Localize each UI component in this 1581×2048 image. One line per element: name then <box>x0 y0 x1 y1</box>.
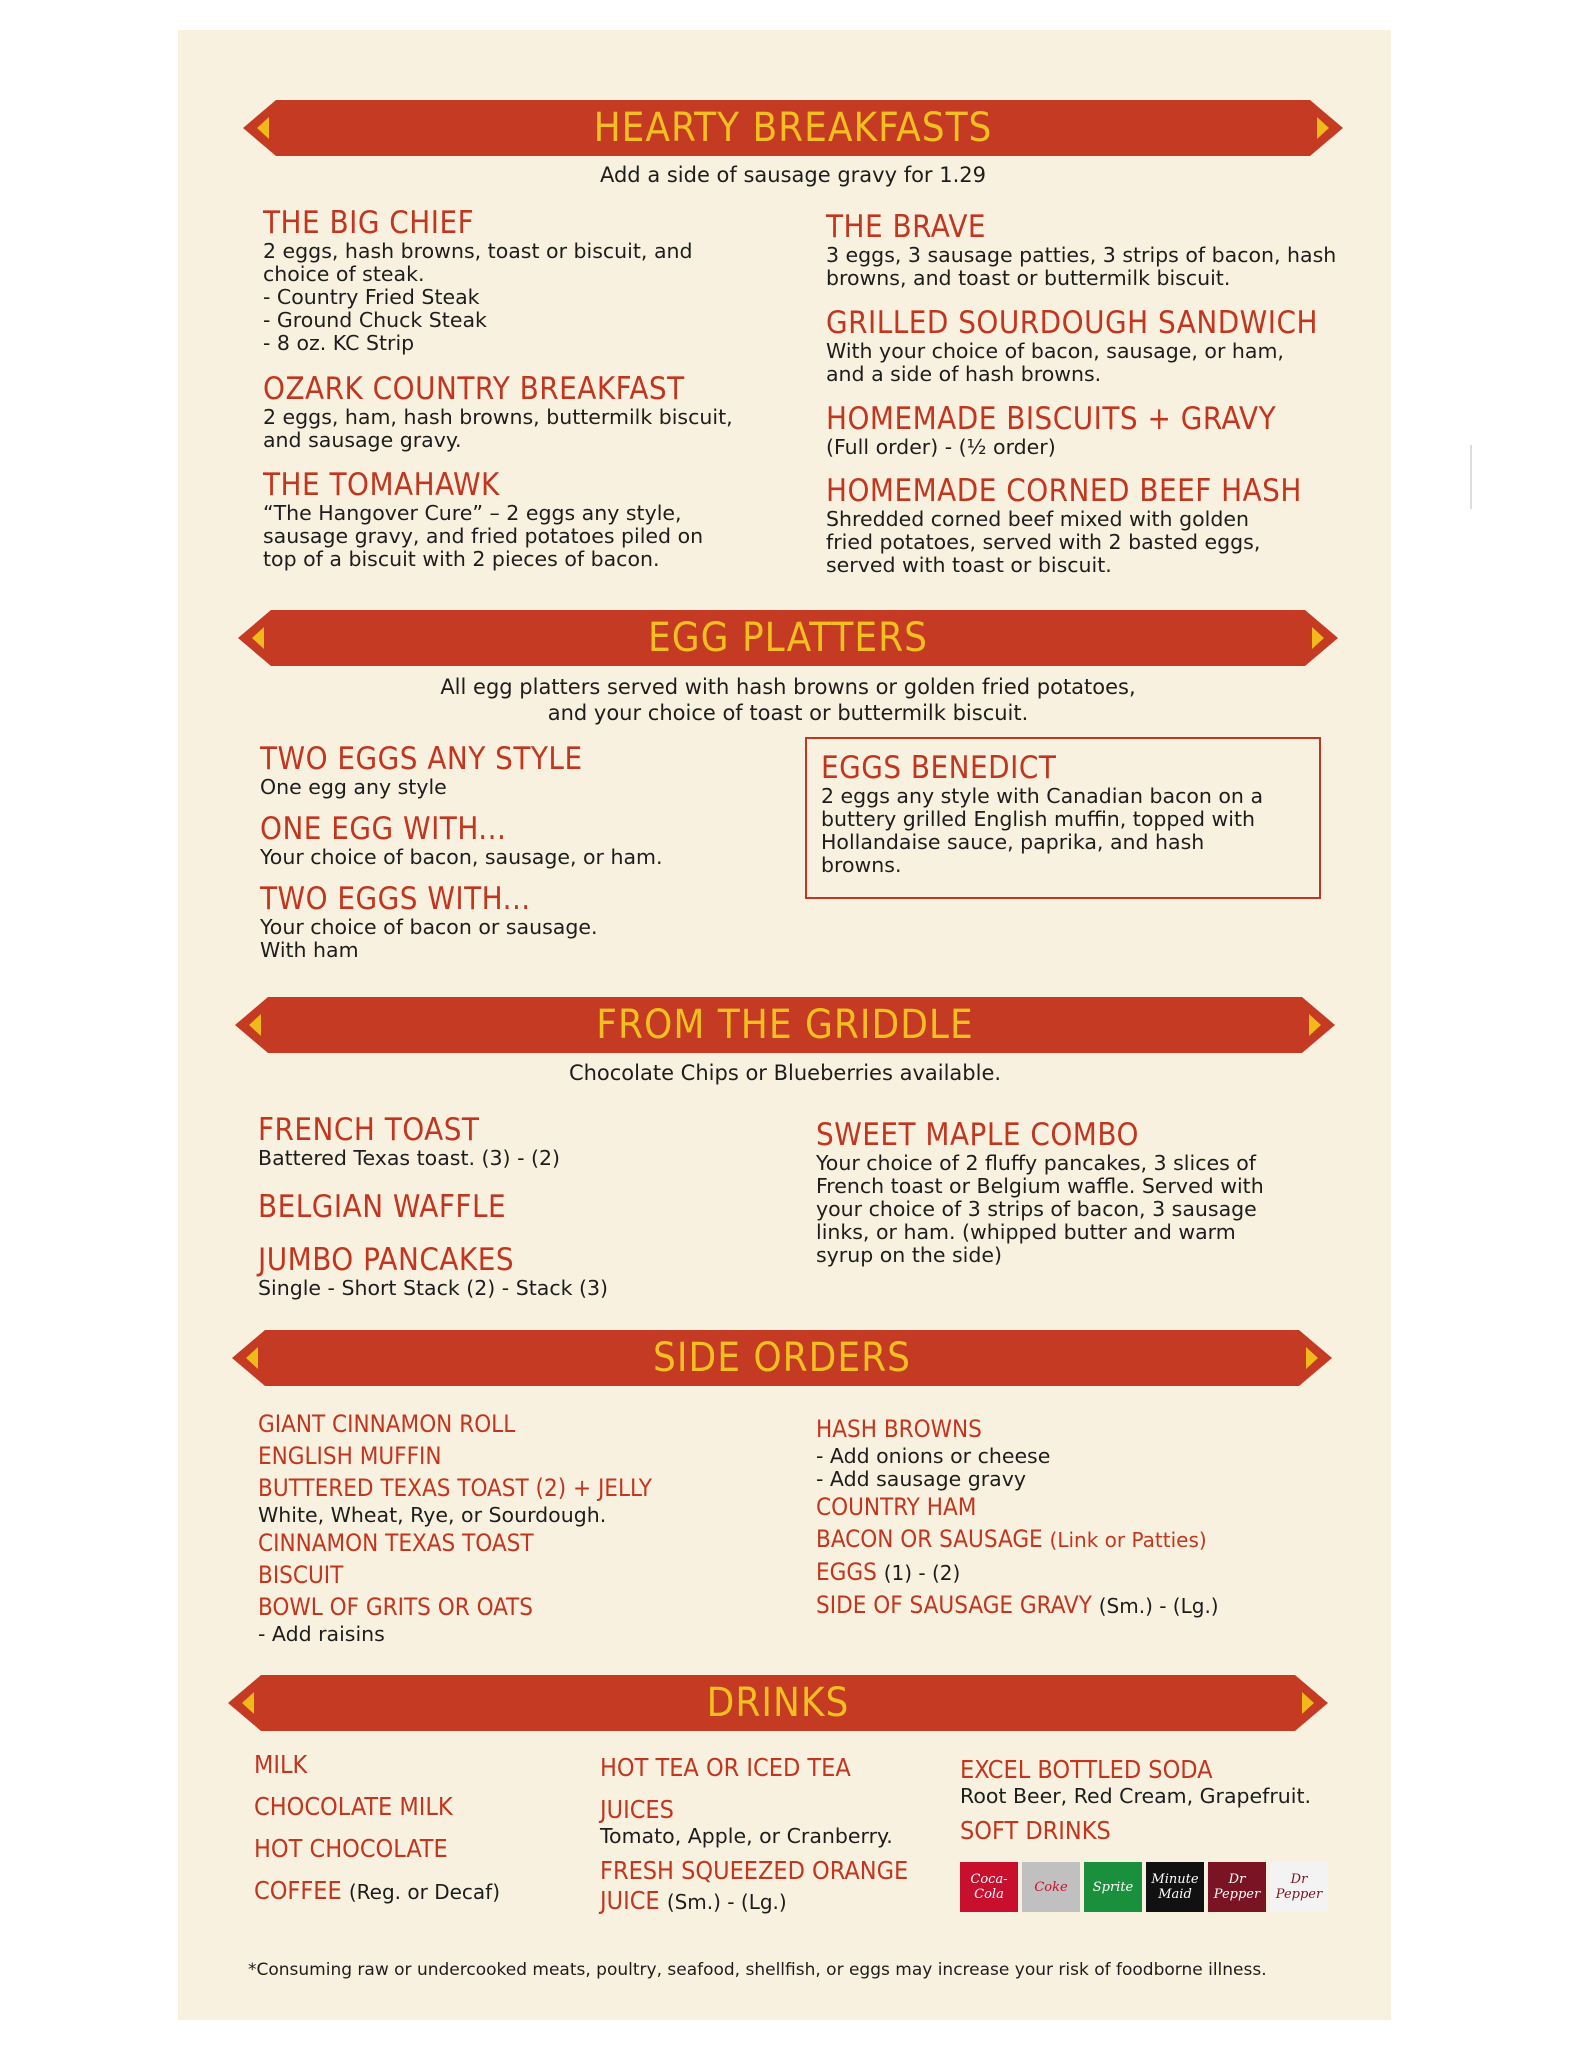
item-title: THE BIG CHIEF <box>263 205 475 241</box>
side-item-english-muffin: ENGLISH MUFFIN <box>258 1442 442 1470</box>
item-title: JUMBO PANCAKES <box>258 1242 515 1278</box>
menu-item-corned-beef-hash <box>826 474 1346 577</box>
item-title: ONE EGG WITH... <box>260 811 507 847</box>
item-desc-line: browns, and toast or buttermilk biscuit. <box>826 266 1231 290</box>
item-desc-line: your choice of 3 strips of bacon, 3 sausage <box>816 1197 1257 1221</box>
item-desc-line: Single - Short Stack (2) - Stack (3) <box>258 1276 609 1300</box>
logo-text: Sprite <box>1092 1879 1134 1895</box>
item-desc-line: French toast or Belgium waffle. Served with <box>816 1174 1264 1198</box>
section-note: Chocolate Chips or Blueberries available. <box>568 1061 1002 1085</box>
item-title: THE BRAVE <box>826 209 987 245</box>
side-item-title: BACON OR SAUSAGE <box>816 1525 1043 1553</box>
section-title: EGG PLATTERS <box>648 615 928 661</box>
banner-from-the-griddle <box>235 997 1335 1053</box>
diet-dr-pepper-logo-icon <box>1270 1862 1328 1912</box>
coca-cola-logo-icon <box>960 1862 1018 1912</box>
side-item-desc: White, Wheat, Rye, or Sourdough. <box>258 1503 607 1527</box>
item-desc-line: Your choice of 2 fluffy pancakes, 3 slices of <box>816 1151 1257 1175</box>
item-desc-line: - Ground Chuck Steak <box>263 308 487 332</box>
item-title: GRILLED SOURDOUGH SANDWICH <box>826 305 1318 341</box>
side-item-title: SIDE OF SAUSAGE GRAVY <box>816 1591 1092 1619</box>
item-desc-line: One egg any style <box>260 775 447 799</box>
logo-text: Dr Pepper <box>1275 1872 1323 1902</box>
item-desc-line: choice of steak. <box>263 262 425 286</box>
drink-item-juices: JUICES <box>600 1795 674 1824</box>
section-title: DRINKS <box>706 1680 850 1726</box>
item-desc-line: 2 eggs, hash browns, toast or biscuit, and <box>263 239 693 263</box>
drink-item-desc: Tomato, Apple, or Cranberry. <box>600 1824 893 1848</box>
note-line: All egg platters served with hash browns or golden fried potatoes, <box>440 675 1136 699</box>
featured-box-eggs-benedict <box>805 737 1321 899</box>
logo-text: Coca-Cola <box>970 1872 1008 1902</box>
item-desc-line: browns. <box>821 853 902 877</box>
item-title: TWO EGGS ANY STYLE <box>260 741 583 777</box>
menu-item-french-toast <box>258 1113 758 1170</box>
item-title: SWEET MAPLE COMBO <box>816 1117 1139 1153</box>
side-orders-left-column <box>258 1408 778 1646</box>
logo-text: Minute Maid <box>1151 1872 1199 1902</box>
side-item-eggs <box>816 1556 1336 1589</box>
coke-logo-icon <box>1022 1862 1080 1912</box>
drink-title: COFFEE <box>254 1876 342 1905</box>
item-desc-line: and a side of hash browns. <box>826 362 1102 386</box>
item-desc-line: top of a biscuit with 2 pieces of bacon. <box>263 547 660 571</box>
item-desc-line: 2 eggs any style with Canadian bacon on a <box>821 784 1264 808</box>
side-item-sausage-gravy <box>816 1589 1336 1622</box>
side-item-title: EGGS <box>816 1558 877 1586</box>
item-desc-line: “The Hangover Cure” – 2 eggs any style, <box>263 501 682 525</box>
item-desc-line: With ham <box>260 938 359 962</box>
section-note <box>238 674 1338 726</box>
menu-item-tomahawk <box>263 468 783 571</box>
side-item-suffix: (1) - (2) <box>883 1561 961 1585</box>
item-title: HOMEMADE BISCUITS + GRAVY <box>826 401 1277 437</box>
side-item-biscuit: BISCUIT <box>258 1561 344 1589</box>
item-title: OZARK COUNTRY BREAKFAST <box>263 371 685 407</box>
section-title: FROM THE GRIDDLE <box>596 1002 974 1048</box>
menu-item-ozark-country <box>263 372 783 452</box>
soft-drink-logos <box>960 1862 1328 1912</box>
note-line: and your choice of toast or buttermilk biscuit. <box>547 701 1029 725</box>
menu-item-jumbo-pancakes <box>258 1243 758 1300</box>
menu-item-biscuits-gravy <box>826 402 1346 459</box>
drink-item-soft-drinks: SOFT DRINKS <box>960 1816 1111 1845</box>
section-title: HEARTY BREAKFASTS <box>593 105 993 151</box>
item-desc-line: Shredded corned beef mixed with golden <box>826 507 1249 531</box>
drink-suffix: (Sm.) - (Lg.) <box>666 1890 787 1914</box>
scan-artifact-line <box>1470 445 1472 509</box>
drink-item-orange-juice: FRESH SQUEEZED ORANGE <box>600 1856 909 1885</box>
item-desc-line: With your choice of bacon, sausage, or ham, <box>826 339 1284 363</box>
section-note: Add a side of sausage gravy for 1.29 <box>599 163 987 187</box>
item-desc-line: links, or ham. (whipped butter and warm <box>816 1220 1236 1244</box>
drink-item-milk: MILK <box>254 1750 308 1779</box>
drink-item-excel-soda: EXCEL BOTTLED SODA <box>960 1755 1213 1784</box>
item-desc-line: Battered Texas toast. (3) - (2) <box>258 1146 561 1170</box>
banner-hearty-breakfasts <box>243 100 1343 156</box>
item-desc-line: sausage gravy, and fried potatoes piled on <box>263 524 704 548</box>
item-title: EGGS BENEDICT <box>821 750 1057 786</box>
side-item-cinnamon-texas-toast: CINNAMON TEXAS TOAST <box>258 1529 534 1557</box>
item-desc-line: Your choice of bacon, sausage, or ham. <box>260 845 663 869</box>
banner-drinks <box>228 1675 1328 1731</box>
menu-item-one-egg-with <box>260 812 760 869</box>
side-item-suffix: (Link or Patties) <box>1049 1528 1207 1552</box>
item-desc-line: 2 eggs, ham, hash browns, buttermilk biscuit, <box>263 405 733 429</box>
drink-item-hot-chocolate: HOT CHOCOLATE <box>254 1834 448 1863</box>
item-desc-line: 3 eggs, 3 sausage patties, 3 strips of bacon, hash <box>826 243 1337 267</box>
item-title: THE TOMAHAWK <box>263 467 500 503</box>
drink-item-tea: HOT TEA OR ICED TEA <box>600 1753 851 1782</box>
foodborne-illness-disclaimer: *Consuming raw or undercooked meats, poultry, seafood, shellfish, or eggs may increase your risk of foodborne illness. <box>248 1960 1267 1980</box>
side-item-suffix: (Sm.) - (Lg.) <box>1098 1594 1219 1618</box>
menu-item-grilled-sourdough <box>826 306 1346 386</box>
drinks-column-3 <box>960 1755 1370 1846</box>
item-title: HOMEMADE CORNED BEEF HASH <box>826 473 1302 509</box>
drink-item-orange-juice-line2 <box>600 1886 940 1917</box>
side-item-desc: - Add onions or cheese <box>816 1444 1051 1468</box>
item-desc-line: fried potatoes, served with 2 basted eggs, <box>826 530 1261 554</box>
menu-item-big-chief <box>263 206 783 355</box>
side-item-bacon-or-sausage <box>816 1523 1336 1556</box>
item-desc-line: Hollandaise sauce, paprika, and hash <box>821 830 1205 854</box>
item-desc-line: (Full order) - (½ order) <box>826 435 1056 459</box>
side-item-country-ham: COUNTRY HAM <box>816 1493 977 1521</box>
dr-pepper-logo-icon <box>1208 1862 1266 1912</box>
drink-suffix: (Reg. or Decaf) <box>348 1880 501 1904</box>
item-title: FRENCH TOAST <box>258 1112 480 1148</box>
side-item-giant-cinnamon-roll: GIANT CINNAMON ROLL <box>258 1410 516 1438</box>
drink-item-desc: Root Beer, Red Cream, Grapefruit. <box>960 1784 1312 1808</box>
item-desc-line: Your choice of bacon or sausage. <box>260 915 598 939</box>
menu-item-eggs-benedict <box>821 751 1311 877</box>
menu-item-the-brave <box>826 210 1346 290</box>
side-item-desc: - Add raisins <box>258 1622 385 1646</box>
side-item-hash-browns: HASH BROWNS <box>816 1415 982 1443</box>
drink-item-coffee <box>254 1876 584 1907</box>
banner-egg-platters <box>238 610 1338 666</box>
logo-text: Dr Pepper <box>1213 1872 1261 1902</box>
item-title: BELGIAN WAFFLE <box>258 1189 507 1225</box>
item-desc-line: buttery grilled English muffin, topped with <box>821 807 1256 831</box>
side-item-desc: - Add sausage gravy <box>816 1467 1027 1491</box>
menu-item-two-eggs-any-style <box>260 742 760 799</box>
menu-item-belgian-waffle <box>258 1190 758 1224</box>
item-desc-line: and sausage gravy. <box>263 428 462 452</box>
side-item-grits-oats: BOWL OF GRITS OR OATS <box>258 1593 533 1621</box>
menu-page <box>178 30 1391 2020</box>
drinks-column-2 <box>600 1753 940 1917</box>
item-title: TWO EGGS WITH... <box>260 881 531 917</box>
banner-side-orders <box>232 1330 1332 1386</box>
side-item-buttered-texas-toast: BUTTERED TEXAS TOAST (2) + JELLY <box>258 1474 652 1502</box>
drink-item-chocolate-milk: CHOCOLATE MILK <box>254 1792 453 1821</box>
minute-maid-logo-icon <box>1146 1862 1204 1912</box>
item-desc-line: served with toast or biscuit. <box>826 553 1112 577</box>
item-desc-line: - Country Fried Steak <box>263 285 480 309</box>
drinks-column-1 <box>254 1750 584 1907</box>
item-desc-line: syrup on the side) <box>816 1243 1002 1267</box>
logo-text: Coke <box>1034 1879 1068 1895</box>
menu-item-two-eggs-with <box>260 882 760 962</box>
menu-item-sweet-maple-combo <box>816 1118 1336 1267</box>
item-desc-line: - 8 oz. KC Strip <box>263 331 415 355</box>
side-orders-right-column <box>816 1413 1336 1622</box>
sprite-logo-icon <box>1084 1862 1142 1912</box>
section-title: SIDE ORDERS <box>653 1335 911 1381</box>
drink-title: JUICE <box>600 1886 660 1915</box>
